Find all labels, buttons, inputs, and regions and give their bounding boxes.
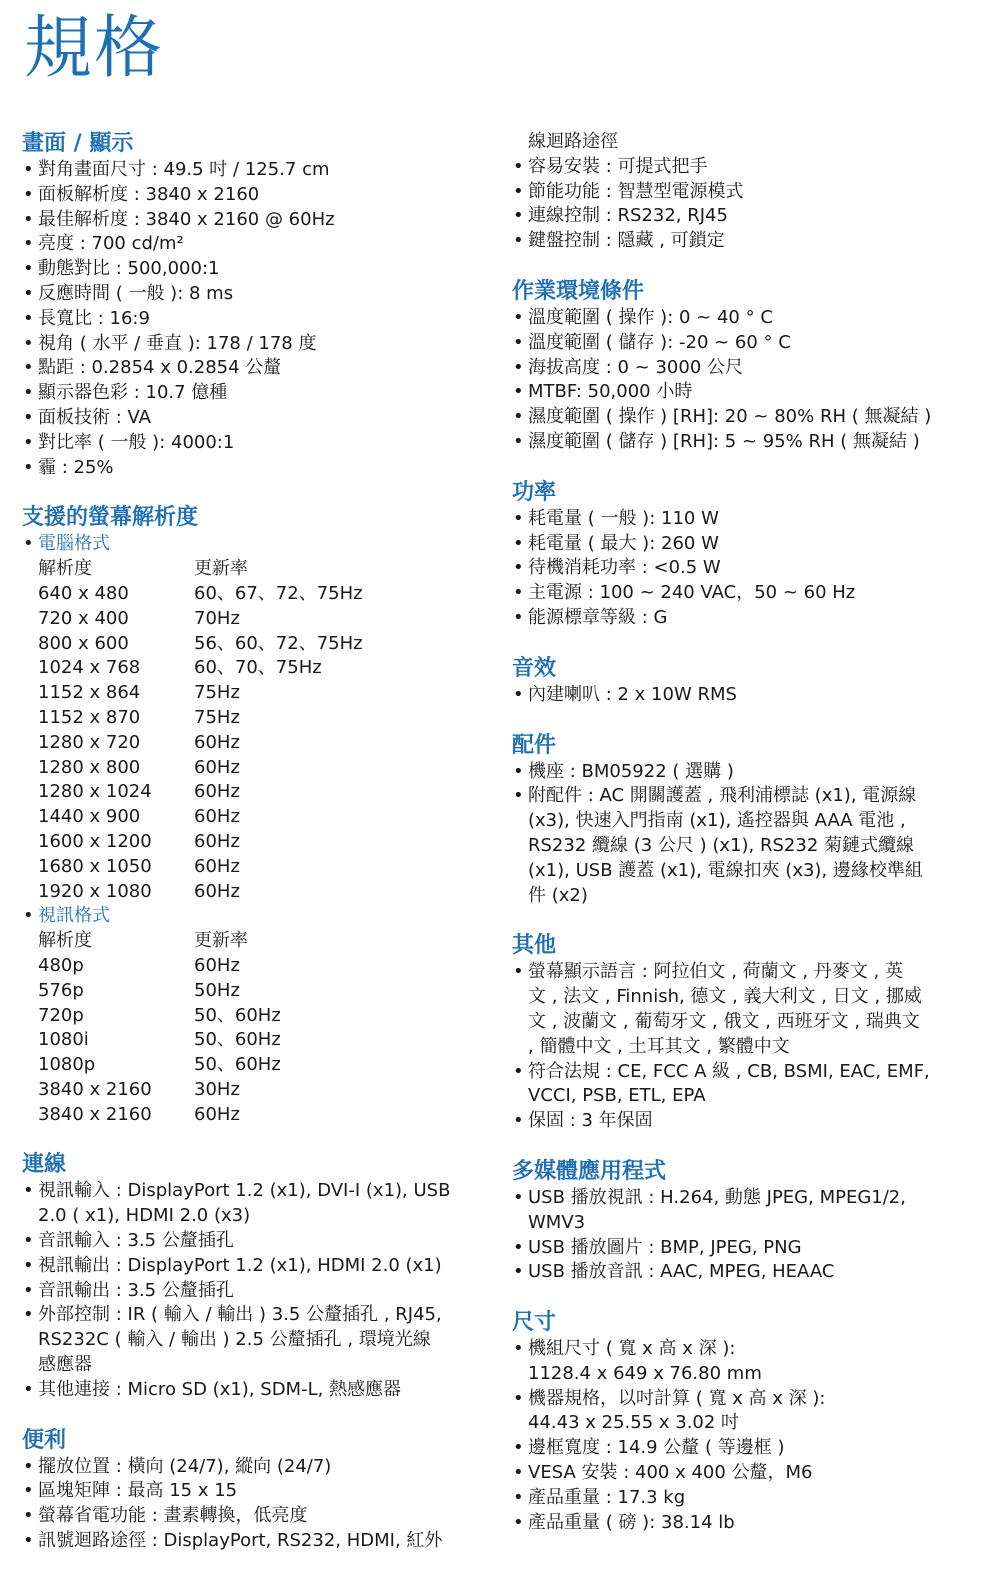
table-row — [38, 731, 363, 756]
list-item: • 濕度範圍 ( 操作 ) [RH]: 20 ~ 80% RH ( 無凝結 ) — [512, 405, 982, 430]
list-item-continuation: VCCI, PSB, ETL, EPA — [528, 1085, 706, 1107]
list-item-continuation: (x1), USB 護蓋 (x1), 電線扣夾 (x3), 邊緣校準組 — [528, 859, 923, 881]
list-item: • 機組尺寸 ( 寬 x 高 x 深 ): — [512, 1337, 982, 1362]
list-item: • USB 播放圖片 : BMP, JPEG, PNG — [512, 1236, 982, 1261]
right-column — [512, 130, 982, 1559]
connectivity-section-title: 連線 — [22, 1152, 67, 1178]
display-list — [22, 158, 487, 480]
list-item-continuation: 件 (x2) — [528, 884, 588, 906]
list-item-continuation: RS232 纜線 (3 公尺 ) (x1), RS232 菊鏈式纜線 — [528, 834, 914, 856]
table-row — [38, 656, 363, 681]
list-item: • 訊號迴路途徑 : DisplayPort, RS232, HDMI, 紅外 — [22, 1529, 487, 1554]
table-cell: 60Hz — [194, 806, 240, 828]
list-item: • 螢幕省電功能 : 畫素轉換，低亮度 — [22, 1504, 487, 1529]
table-cell: 50、60Hz — [194, 1004, 281, 1026]
pc-resolution-table — [38, 557, 363, 904]
list-item: • 對比率 ( 一般 ): 4000:1 — [22, 431, 487, 456]
list-item: • 視角 ( 水平 / 垂直 ): 178 / 178 度 — [22, 332, 487, 357]
list-item: • 溫度範圍 ( 操作 ): 0 ~ 40 ° C — [512, 306, 982, 331]
list-item: • VESA 安裝 : 400 x 400 公釐，M6 — [512, 1461, 982, 1486]
table-cell: 56、60、72、75Hz — [194, 632, 363, 654]
list-item: • 符合法規 : CE, FCC A 級 , CB, BSMI, EAC, EMF, — [512, 1060, 982, 1085]
misc-section-title: 其他 — [512, 933, 557, 959]
table-row — [38, 582, 363, 607]
power-section-title: 功率 — [512, 479, 557, 505]
accessories-section — [512, 732, 982, 909]
resolution-section — [22, 504, 487, 1127]
list-item-continuation: (x3), 快速入門指南 (x1), 遙控器與 AAA 電池 , — [528, 810, 906, 832]
list-item-continuation: WMV3 — [528, 1211, 586, 1233]
table-cell: 50、60Hz — [194, 1054, 281, 1076]
list-item: • 內建喇叭 : 2 x 10W RMS — [512, 683, 982, 708]
table-cell: 60Hz — [194, 1103, 240, 1125]
convenience-list-continued — [512, 130, 982, 254]
sound-section-title: 音效 — [512, 655, 557, 681]
table-row — [38, 681, 363, 706]
left-column — [22, 130, 487, 1578]
table-cell: 576p — [38, 979, 84, 1001]
list-item: • 機座 : BM05922 ( 選購 ) — [512, 760, 982, 785]
list-item-continuation: 2.0 ( x1), HDMI 2.0 (x3) — [38, 1205, 251, 1227]
table-cell: 60Hz — [194, 880, 240, 902]
list-item: • 濕度範圍 ( 儲存 ) [RH]: 5 ~ 95% RH ( 無凝結 ) — [512, 430, 982, 455]
table-cell: 60Hz — [194, 756, 240, 778]
pc-format-label: • 電腦格式 — [22, 532, 487, 557]
table-cell: 70Hz — [194, 607, 240, 629]
list-item-continuation: 44.43 x 25.55 x 3.02 吋 — [528, 1412, 740, 1434]
table-cell: 640 x 480 — [38, 582, 129, 604]
accessories-section-title: 配件 — [512, 732, 557, 758]
table-cell: 800 x 600 — [38, 632, 129, 654]
column-header-resolution: 解析度 — [38, 558, 92, 580]
table-cell: 480p — [38, 954, 84, 976]
display-section-title: 畫面 / 顯示 — [22, 131, 134, 156]
table-row — [38, 1053, 281, 1078]
table-cell: 60Hz — [194, 781, 240, 803]
list-item: • 螢幕顯示語言 : 阿拉伯文 , 荷蘭文 , 丹麥文 , 英 — [512, 960, 982, 985]
list-item-continuation: RS232C ( 輸入 / 輸出 ) 2.5 公釐插孔 , 環境光線 — [38, 1329, 431, 1351]
page-title: 規格 — [24, 9, 165, 88]
table-cell: 1680 x 1050 — [38, 855, 152, 877]
table-row — [38, 607, 363, 632]
table-header-row — [38, 557, 363, 582]
list-item: • 機器規格，以吋計算 ( 寬 x 高 x 深 ): — [512, 1387, 982, 1412]
video-format-label: • 視訊格式 — [22, 904, 487, 929]
list-item: • 耗電量 ( 最大 ): 260 W — [512, 532, 982, 557]
table-cell: 1152 x 864 — [38, 682, 141, 704]
resolution-section-title: 支援的螢幕解析度 — [22, 505, 199, 531]
list-item: • 溫度範圍 ( 儲存 ): -20 ~ 60 ° C — [512, 331, 982, 356]
environment-section-title: 作業環境條件 — [512, 278, 645, 304]
list-item: • 音訊輸入 : 3.5 公釐插孔 — [22, 1229, 487, 1254]
video-format-list — [22, 904, 487, 929]
sound-list — [512, 683, 982, 708]
list-item: • 海拔高度 : 0 ~ 3000 公尺 — [512, 356, 982, 381]
table-cell: 1280 x 800 — [38, 756, 141, 778]
list-item: • 點距 : 0.2854 x 0.2854 公釐 — [22, 356, 487, 381]
table-cell: 1080i — [38, 1029, 89, 1051]
table-row — [38, 880, 363, 905]
table-row — [38, 979, 281, 1004]
column-header-refresh-rate: 更新率 — [194, 930, 248, 952]
power-list — [512, 507, 982, 631]
misc-section — [512, 932, 982, 1134]
table-row — [38, 1103, 281, 1128]
connectivity-list — [22, 1179, 487, 1402]
list-item: • 反應時間 ( 一般 ): 8 ms — [22, 282, 487, 307]
table-cell: 60Hz — [194, 830, 240, 852]
accessories-list — [512, 760, 982, 909]
table-row — [38, 1028, 281, 1053]
list-item: • USB 播放音訊 : AAC, MPEG, HEAAC — [512, 1260, 982, 1285]
list-item-continuation: 線迴路途徑 — [528, 131, 618, 152]
list-item: • 附配件 : AC 開關護蓋 , 飛利浦標誌 (x1), 電源線 — [512, 784, 982, 809]
list-item: • 音訊輸出 : 3.5 公釐插孔 — [22, 1279, 487, 1304]
list-item: • 霾 : 25% — [22, 456, 487, 481]
convenience-section — [22, 1427, 487, 1554]
table-cell: 1024 x 768 — [38, 657, 141, 679]
dimensions-section-title: 尺寸 — [512, 1310, 557, 1336]
list-item: • 顯示器色彩 : 10.7 億種 — [22, 381, 487, 406]
video-resolution-table — [38, 929, 281, 1127]
table-cell: 1920 x 1080 — [38, 880, 152, 902]
list-item: • 視訊輸出 : DisplayPort 1.2 (x1), HDMI 2.0 (x1) — [22, 1254, 487, 1279]
table-cell: 30Hz — [194, 1078, 240, 1100]
list-item: • 鍵盤控制 : 隱藏 , 可鎖定 — [512, 229, 982, 254]
list-item: • 視訊輸入 : DisplayPort 1.2 (x1), DVI-I (x1), USB — [22, 1179, 487, 1204]
dimensions-section — [512, 1309, 982, 1535]
column-header-refresh-rate: 更新率 — [194, 558, 248, 580]
list-item: • MTBF: 50,000 小時 — [512, 380, 982, 405]
convenience-section-title: 便利 — [22, 1427, 67, 1453]
list-item: • 最佳解析度 : 3840 x 2160 @ 60Hz — [22, 208, 487, 233]
table-row — [38, 632, 363, 657]
table-cell: 3840 x 2160 — [38, 1078, 152, 1100]
list-item: • 其他連接 : Micro SD (x1), SDM-L, 熱感應器 — [22, 1378, 487, 1403]
table-row — [38, 954, 281, 979]
column-header-resolution: 解析度 — [38, 930, 92, 952]
table-cell: 1080p — [38, 1054, 96, 1076]
list-item: • 亮度 : 700 cd/m² — [22, 232, 487, 257]
list-item: • 耗電量 ( 一般 ): 110 W — [512, 507, 982, 532]
table-row — [38, 830, 363, 855]
table-cell: 60、70、75Hz — [194, 657, 322, 679]
list-item: • 擺放位置 : 橫向 (24/7), 縱向 (24/7) — [22, 1455, 487, 1480]
multimedia-list — [512, 1186, 982, 1285]
list-item-continuation: 文 , 波蘭文 , 葡萄牙文 , 俄文 , 西班牙文 , 瑞典文 — [528, 1010, 920, 1032]
list-item: • 產品重量 : 17.3 kg — [512, 1486, 982, 1511]
environment-section — [512, 278, 982, 455]
table-cell: 720 x 400 — [38, 607, 129, 629]
table-cell: 50、60Hz — [194, 1029, 281, 1051]
dimensions-list — [512, 1337, 982, 1535]
table-cell: 3840 x 2160 — [38, 1103, 152, 1125]
display-section — [22, 130, 487, 480]
table-row — [38, 805, 363, 830]
table-header-row — [38, 929, 281, 954]
list-item: • 動態對比 : 500,000:1 — [22, 257, 487, 282]
table-cell: 75Hz — [194, 682, 240, 704]
table-cell: 1280 x 1024 — [38, 781, 152, 803]
list-item-continuation: 文 , 法文 , Finnish, 德文 , 義大利文 , 日文 , 挪威 — [528, 986, 922, 1008]
list-item-continuation: 1128.4 x 649 x 76.80 mm — [528, 1362, 762, 1384]
table-row — [38, 756, 363, 781]
list-item: • 面板技術 : VA — [22, 406, 487, 431]
table-cell: 1600 x 1200 — [38, 830, 152, 852]
table-row — [38, 780, 363, 805]
table-row — [38, 706, 363, 731]
environment-list — [512, 306, 982, 455]
table-cell: 1152 x 870 — [38, 706, 141, 728]
list-item: • 主電源 : 100 ~ 240 VAC，50 ~ 60 Hz — [512, 581, 982, 606]
list-item: • 能源標章等級 : G — [512, 606, 982, 631]
power-section — [512, 479, 982, 631]
list-item: • 區塊矩陣 : 最高 15 x 15 — [22, 1479, 487, 1504]
list-item: • 對角畫面尺寸 : 49.5 吋 / 125.7 cm — [22, 158, 487, 183]
sound-section — [512, 655, 982, 708]
table-cell: 60Hz — [194, 855, 240, 877]
table-cell: 1280 x 720 — [38, 731, 141, 753]
table-row — [38, 855, 363, 880]
table-cell: 1440 x 900 — [38, 806, 141, 828]
list-item: • USB 播放視訊 : H.264, 動態 JPEG, MPEG1/2, — [512, 1186, 982, 1211]
list-item-continuation: , 簡體中文 , 土耳其文 , 繁體中文 — [528, 1035, 790, 1057]
list-item: • 待機消耗功率 : <0.5 W — [512, 556, 982, 581]
resolution-list — [22, 532, 487, 557]
table-cell: 50Hz — [194, 979, 240, 1001]
convenience-section-continued — [512, 130, 982, 254]
list-item: • 邊框寬度 : 14.9 公釐 ( 等邊框 ) — [512, 1436, 982, 1461]
multimedia-section-title: 多媒體應用程式 — [512, 1158, 667, 1184]
list-item: • 節能功能 : 智慧型電源模式 — [512, 180, 982, 205]
misc-list — [512, 960, 982, 1134]
list-item: • 外部控制 : IR ( 輸入 / 輸出 ) 3.5 公釐插孔 , RJ45, — [22, 1303, 487, 1328]
list-item: • 保固 : 3 年保固 — [512, 1109, 982, 1134]
table-cell: 60Hz — [194, 731, 240, 753]
table-cell: 60Hz — [194, 954, 240, 976]
connectivity-section — [22, 1151, 487, 1402]
list-item: • 長寬比 : 16:9 — [22, 307, 487, 332]
table-cell: 60、67、72、75Hz — [194, 582, 363, 604]
list-item: • 產品重量 ( 磅 ): 38.14 lb — [512, 1511, 982, 1536]
table-row — [38, 1078, 281, 1103]
multimedia-section — [512, 1158, 982, 1285]
list-item: • 面板解析度 : 3840 x 2160 — [22, 183, 487, 208]
table-cell: 720p — [38, 1004, 84, 1026]
list-item-continuation: 感應器 — [38, 1354, 92, 1376]
table-row — [38, 1004, 281, 1029]
convenience-list — [22, 1455, 487, 1554]
table-cell: 75Hz — [194, 706, 240, 728]
list-item: • 連線控制 : RS232, RJ45 — [512, 204, 982, 229]
list-item: • 容易安裝 : 可提式把手 — [512, 155, 982, 180]
